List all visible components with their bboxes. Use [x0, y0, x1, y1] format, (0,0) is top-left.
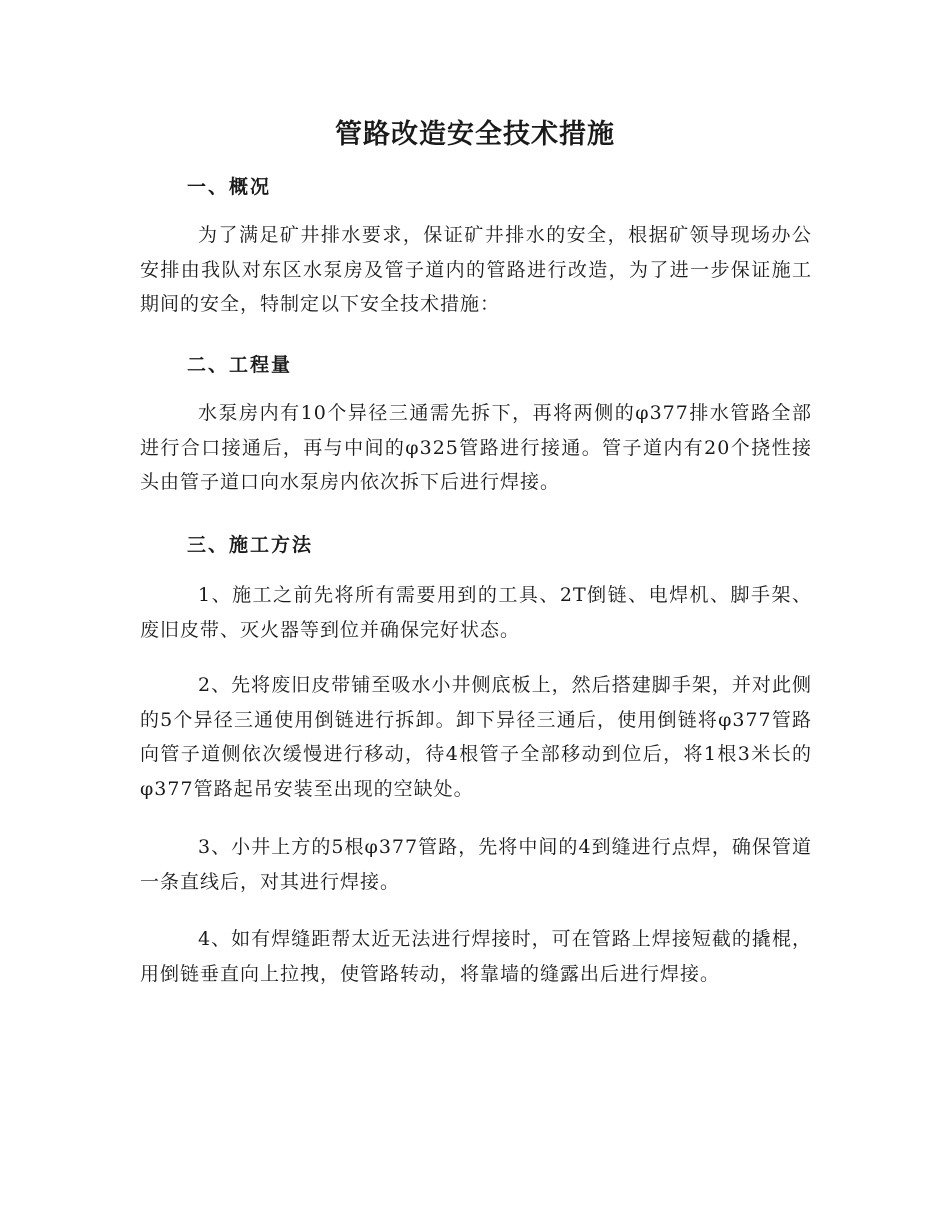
section-heading-overview: 一、概况	[187, 176, 272, 198]
section-heading-method: 三、施工方法	[187, 534, 314, 556]
paragraph-method-2: 2、先将废旧皮带铺至吸水小井侧底板上，然后搭建脚手架，并对此侧的5个异径三通使用倒链进行拆卸。卸下异径三通后，使用倒链将φ377管路向管子道侧依次缓慢进行移动，待4根管子全部移动到位后，将1根3米长的φ377管路起吊安装至出现的空缺处。	[140, 674, 812, 800]
paragraph-workload: 水泵房内有10个异径三通需先拆下，再将两侧的φ377排水管路全部进行合口接通后，再与中间的φ325管路进行接通。管子道内有20个挠性接头由管子道口向水泵房内依次拆下后进行焊接。	[140, 402, 812, 493]
section-heading-workload: 二、工程量	[187, 354, 293, 376]
paragraph-method-3: 3、小井上方的5根φ377管路，先将中间的4到缝进行点焊，确保管道一条直线后，对其进行焊接。	[140, 836, 812, 893]
paragraph-method-1: 1、施工之前先将所有需要用到的工具、2T倒链、电焊机、脚手架、废旧皮带、灭火器等到位并确保完好状态。	[140, 584, 812, 641]
document-title: 管路改造安全技术措施	[335, 119, 615, 150]
paragraph-method-4: 4、如有焊缝距帮太近无法进行焊接时，可在管路上焊接短截的撬棍，用倒链垂直向上拉拽，使管路转动，将靠墙的缝露出后进行焊接。	[140, 928, 812, 985]
paragraph-overview: 为了满足矿井排水要求，保证矿井排水的安全，根据矿领导现场办公安排由我队对东区水泵房及管子道内的管路进行改造，为了进一步保证施工期间的安全，特制定以下安全技术措施：	[140, 224, 812, 315]
